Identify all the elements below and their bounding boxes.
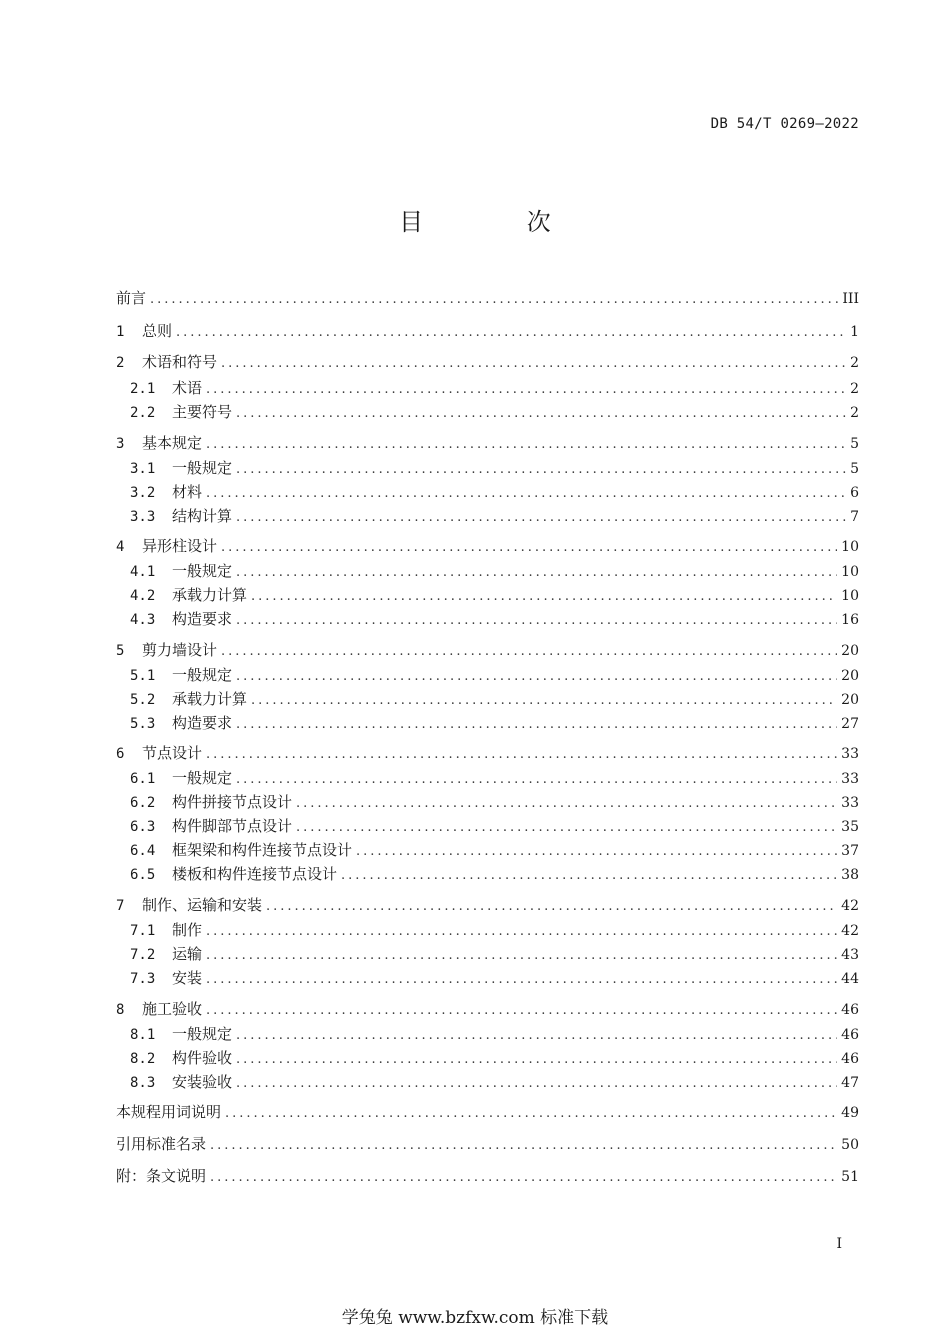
toc-entry-title: 一般规定 — [172, 666, 233, 684]
toc-leader-dots — [206, 944, 837, 968]
toc-entry-title: 制作、运输和安装 — [142, 896, 263, 914]
toc-entry-title: 一般规定 — [172, 769, 233, 787]
toc-entry[interactable] — [116, 638, 859, 662]
toc-entry-number: 5 — [116, 643, 125, 659]
toc-entry-number: 6.4 — [130, 843, 156, 859]
toc-entry[interactable] — [130, 607, 859, 631]
toc-leader-dots — [236, 402, 846, 426]
toc-entry-title: 承载力计算 — [172, 690, 248, 708]
toc-entry[interactable] — [130, 766, 859, 790]
toc-entry[interactable] — [116, 431, 859, 455]
toc-entry[interactable] — [116, 286, 859, 310]
toc-entry-number: 7 — [116, 898, 125, 914]
toc-entry-page: 2 — [850, 381, 859, 397]
document-code: DB 54/T 0269—2022 — [710, 116, 859, 132]
toc-entry-number: 4 — [116, 539, 125, 555]
toc-entry-page: 27 — [841, 716, 859, 732]
toc-entry-title: 术语和符号 — [142, 353, 218, 371]
toc-entry-number: 3.3 — [130, 509, 156, 525]
toc-leader-dots — [236, 713, 837, 737]
toc-entry-number: 3.1 — [130, 461, 156, 477]
toc-entry-number: 8 — [116, 1002, 125, 1018]
toc-entry-title: 前言 — [116, 289, 147, 307]
toc-entry-number: 6.1 — [130, 771, 156, 787]
toc-entry[interactable] — [130, 814, 859, 838]
toc-entry[interactable] — [130, 400, 859, 424]
toc-entry[interactable] — [130, 942, 859, 966]
toc-entry-page: 5 — [850, 461, 859, 477]
toc-entry[interactable] — [130, 663, 859, 687]
toc-entry-title: 一般规定 — [172, 562, 233, 580]
toc-leader-dots — [176, 321, 846, 345]
toc-entry-number: 2.2 — [130, 405, 156, 421]
toc-entry-number: 6.3 — [130, 819, 156, 835]
toc-entry-title: 构件脚部节点设计 — [172, 817, 293, 835]
footer-watermark: 学兔兔 www.bzfxw.com 标准下载 — [341, 1308, 609, 1328]
toc-entry[interactable] — [116, 1132, 859, 1156]
toc-entry-title: 一般规定 — [172, 1025, 233, 1043]
toc-entry-page: 47 — [841, 1075, 859, 1091]
toc-entry-title: 本规程用词说明 — [116, 1103, 222, 1121]
toc-entry-page: 51 — [841, 1169, 859, 1185]
toc-entry-title: 总则 — [142, 322, 173, 340]
toc-leader-dots — [236, 665, 837, 689]
toc-entry-title: 基本规定 — [142, 434, 203, 452]
toc-entry-page: 42 — [841, 923, 859, 939]
toc-entry-title: 施工验收 — [142, 1000, 203, 1018]
toc-leader-dots — [206, 968, 837, 992]
toc-entry[interactable] — [130, 711, 859, 735]
toc-entry-number: 6.2 — [130, 795, 156, 811]
toc-entry-title: 安装 — [172, 969, 203, 987]
toc-entry-page: 44 — [841, 971, 859, 987]
toc-entry[interactable] — [130, 583, 859, 607]
toc-entry-number: 5.3 — [130, 716, 156, 732]
toc-entry-page: 37 — [841, 843, 859, 859]
toc-entry-number: 6 — [116, 746, 125, 762]
toc-entry-title: 构件拼接节点设计 — [172, 793, 293, 811]
toc-entry-number: 7.3 — [130, 971, 156, 987]
toc-entry-page: 46 — [841, 1027, 859, 1043]
toc-entry-number: 2.1 — [130, 381, 156, 397]
toc-title: 目 次 — [399, 208, 599, 236]
toc-entry[interactable] — [130, 918, 859, 942]
toc-entry[interactable] — [130, 480, 859, 504]
toc-entry[interactable] — [130, 376, 859, 400]
toc-entry-page: 10 — [841, 588, 859, 604]
toc-entry-page: 38 — [841, 867, 859, 883]
toc-entry-page: 2 — [850, 405, 859, 421]
toc-entry-page: 46 — [841, 1051, 859, 1067]
toc-leader-dots — [206, 920, 837, 944]
toc-entry-number: 7.1 — [130, 923, 156, 939]
toc-entry-number: 8.2 — [130, 1051, 156, 1067]
toc-leader-dots — [236, 458, 846, 482]
toc-entry[interactable] — [130, 456, 859, 480]
toc-leader-dots — [296, 816, 837, 840]
toc-entry-page: 35 — [841, 819, 859, 835]
toc-entry-number: 4.2 — [130, 588, 156, 604]
toc-entry[interactable] — [130, 790, 859, 814]
toc-leader-dots — [251, 689, 837, 713]
toc-leader-dots — [221, 536, 837, 560]
toc-entry[interactable] — [130, 559, 859, 583]
toc-entry-page: 50 — [841, 1137, 859, 1153]
toc-entry[interactable] — [130, 1070, 859, 1094]
toc-entry-number: 7.2 — [130, 947, 156, 963]
toc-entry-page: 33 — [841, 795, 859, 811]
toc-entry-number: 5.2 — [130, 692, 156, 708]
toc-leader-dots — [236, 506, 846, 530]
toc-leader-dots — [225, 1102, 837, 1126]
toc-entry-page: 16 — [841, 612, 859, 628]
toc-leader-dots — [236, 561, 837, 585]
toc-entry[interactable] — [130, 966, 859, 990]
toc-leader-dots — [210, 1166, 837, 1190]
toc-entry-page: 33 — [841, 771, 859, 787]
toc-entry-title: 材料 — [172, 483, 203, 501]
toc-entry-title: 异形柱设计 — [142, 537, 218, 555]
toc-leader-dots — [150, 288, 838, 312]
toc-entry-page: 10 — [841, 539, 859, 555]
toc-entry[interactable] — [116, 350, 859, 374]
toc-entry-page: 5 — [850, 436, 859, 452]
toc-entry[interactable] — [116, 534, 859, 558]
toc-entry-title: 一般规定 — [172, 459, 233, 477]
toc-entry-page: 20 — [841, 692, 859, 708]
toc-entry[interactable] — [116, 741, 859, 765]
toc-entry-title: 构件验收 — [172, 1049, 233, 1067]
toc-entry[interactable] — [130, 504, 859, 528]
toc-leader-dots — [221, 352, 846, 376]
toc-entry[interactable] — [130, 687, 859, 711]
toc-entry-title: 剪力墙设计 — [142, 641, 218, 659]
toc-leader-dots — [236, 1048, 837, 1072]
toc-entry-title: 引用标准名录 — [116, 1135, 207, 1153]
toc-leader-dots — [236, 1072, 837, 1096]
toc-leader-dots — [236, 768, 837, 792]
toc-leader-dots — [356, 840, 837, 864]
toc-entry-title: 构造要求 — [172, 610, 233, 628]
toc-leader-dots — [296, 792, 837, 816]
toc-entry-title: 运输 — [172, 945, 203, 963]
toc-entry[interactable] — [130, 862, 859, 886]
toc-entry-page: 49 — [841, 1105, 859, 1121]
toc-entry-title: 节点设计 — [142, 744, 203, 762]
toc-entry-title: 楼板和构件连接节点设计 — [172, 865, 338, 883]
toc-leader-dots — [236, 609, 837, 633]
toc-entry-page: 43 — [841, 947, 859, 963]
toc-entry[interactable] — [130, 838, 859, 862]
toc-entry-number: 2 — [116, 355, 125, 371]
toc-entry-page: 10 — [841, 564, 859, 580]
toc-entry-page: III — [842, 291, 859, 307]
toc-entry[interactable] — [116, 319, 859, 343]
toc-entry-number: 4.1 — [130, 564, 156, 580]
toc-entry-number: 8.3 — [130, 1075, 156, 1091]
toc-entry-page: 7 — [850, 509, 859, 525]
toc-entry-number: 4.3 — [130, 612, 156, 628]
toc-entry-title: 附：条文说明 — [116, 1167, 207, 1185]
toc-entry-page: 6 — [850, 485, 859, 501]
toc-entry[interactable] — [116, 997, 859, 1021]
toc-leader-dots — [206, 378, 846, 402]
toc-leader-dots — [206, 999, 837, 1023]
toc-entry-title: 制作 — [172, 921, 203, 939]
toc-entry[interactable] — [130, 1046, 859, 1070]
toc-entry-page: 42 — [841, 898, 859, 914]
toc-leader-dots — [341, 864, 837, 888]
page-number: I — [836, 1236, 842, 1252]
toc-entry-number: 3 — [116, 436, 125, 452]
toc-leader-dots — [206, 433, 846, 457]
toc-entry-title: 安装验收 — [172, 1073, 233, 1091]
toc-leader-dots — [266, 895, 837, 919]
toc-entry-page: 46 — [841, 1002, 859, 1018]
toc-leader-dots — [210, 1134, 837, 1158]
toc-entry-title: 结构计算 — [172, 507, 233, 525]
toc-entry-page: 20 — [841, 643, 859, 659]
toc-entry-number: 3.2 — [130, 485, 156, 501]
toc-entry-title: 主要符号 — [172, 403, 233, 421]
toc-leader-dots — [221, 640, 837, 664]
toc-entry-title: 承载力计算 — [172, 586, 248, 604]
toc-entry[interactable] — [130, 1022, 859, 1046]
toc-leader-dots — [236, 1024, 837, 1048]
toc-entry-page: 1 — [850, 324, 859, 340]
toc-leader-dots — [206, 743, 837, 767]
toc-entry[interactable] — [116, 1164, 859, 1188]
toc-entry-page: 33 — [841, 746, 859, 762]
toc-entry-number: 8.1 — [130, 1027, 156, 1043]
toc-leader-dots — [206, 482, 846, 506]
toc-entry-title: 术语 — [172, 379, 203, 397]
toc-entry-number: 6.5 — [130, 867, 156, 883]
toc-entry[interactable] — [116, 893, 859, 917]
toc-entry-page: 20 — [841, 668, 859, 684]
toc-entry-title: 构造要求 — [172, 714, 233, 732]
toc-leader-dots — [251, 585, 837, 609]
toc-entry[interactable] — [116, 1100, 859, 1124]
toc-entry-number: 1 — [116, 324, 125, 340]
toc-entry-title: 框架梁和构件连接节点设计 — [172, 841, 353, 859]
toc-entry-page: 2 — [850, 355, 859, 371]
toc-entry-number: 5.1 — [130, 668, 156, 684]
